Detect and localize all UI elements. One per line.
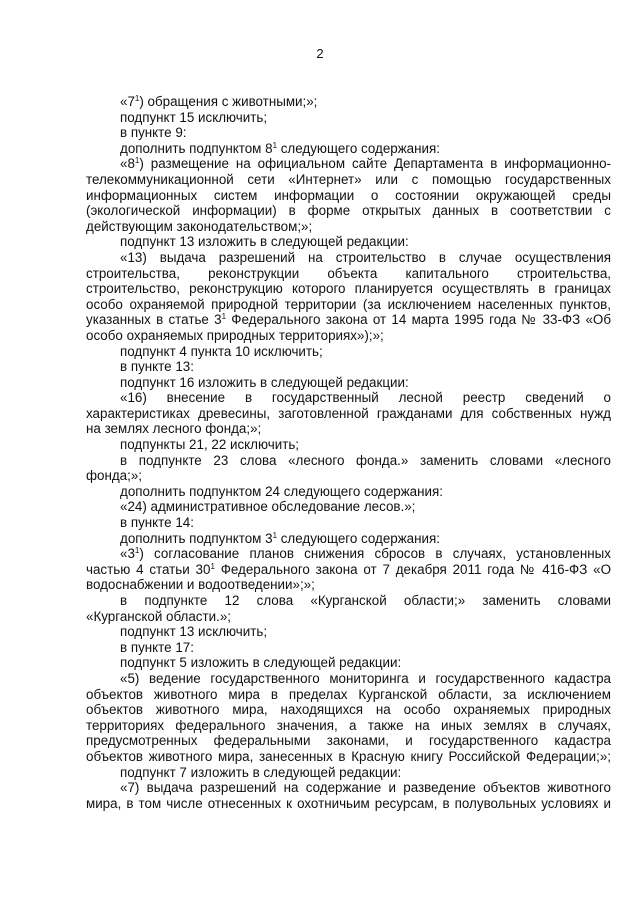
line-text: «16) внесение в государственный лесной реестр сведений о [120, 390, 611, 406]
line-text: в пункте 17: [120, 639, 194, 655]
line-text: дополнить подпунктом 24 следующего содержания: [120, 483, 443, 499]
line-text: «13) выдача разрешений на строительство в случае осуществления [120, 249, 611, 265]
line-text: подпункт 5 изложить в следующей редакции: [120, 655, 402, 671]
text-line [86, 453, 611, 469]
text-line [86, 219, 611, 235]
line-text: указанных в статье 3 [86, 312, 222, 328]
line-text: подпункты 21, 22 исключить; [120, 437, 300, 453]
text-line [86, 110, 611, 126]
line-text: ) размещение на официальном сайте Департамента в информационно- [139, 156, 611, 172]
line-text: особо охраняемой природной территории (за исключением населенных пунктов, [86, 296, 611, 312]
text-line [86, 593, 611, 609]
text-line [86, 624, 611, 640]
line-text: следующего содержания: [277, 140, 440, 156]
text-line [86, 609, 611, 625]
line-text: в пункте 13: [120, 359, 194, 375]
line-text: дополнить подпунктом 8 [120, 140, 273, 156]
line-text: объектов животного мира в пределах Курганской области, за исключением [86, 686, 611, 702]
line-text: объектов животного мира, находящихся на особо охраняемых природных [86, 702, 611, 718]
superscript: 1 [134, 156, 140, 166]
line-text: «3 [120, 546, 135, 562]
text-line [86, 94, 611, 110]
text-line [86, 515, 611, 531]
line-text: информационных систем информации о состоянии окружающей среды [86, 187, 611, 203]
line-text: подпункт 16 изложить в следующей редакции: [120, 374, 409, 390]
line-text: фонда;»; [86, 468, 143, 484]
text-line [86, 796, 611, 812]
line-text: подпункт 7 изложить в следующей редакции: [120, 764, 402, 780]
line-text: «5) ведение государственного мониторинга и государственного кадастра [120, 670, 611, 686]
text-line [86, 312, 611, 328]
line-text: в подпункте 12 слова «Курганской области;» заменить словами [120, 593, 611, 608]
line-text: (экологической информации) в форме открытых данных в соответствии с [86, 203, 611, 219]
line-text: «8 [120, 156, 135, 172]
text-line [86, 156, 611, 172]
text-line [86, 702, 611, 718]
line-text: дополнить подпунктом 3 [120, 530, 273, 546]
text-line [86, 328, 611, 344]
text-line [86, 188, 611, 204]
text-line [86, 733, 611, 749]
line-text: строительства, реконструкции объекта капитального строительства, [86, 265, 611, 281]
text-line [86, 266, 611, 282]
line-text: в подпункте 23 слова «лесного фонда.» заменить словами «лесного [120, 452, 611, 468]
text-line [86, 281, 611, 297]
superscript: 1 [221, 312, 227, 322]
text-line [86, 780, 611, 796]
superscript: 1 [272, 530, 278, 540]
text-line [86, 531, 611, 547]
page-number: 2 [316, 46, 324, 61]
text-line [86, 406, 611, 422]
text-line [86, 390, 611, 406]
line-text: мира, в том числе отнесенных к охотничьим ресурсам, в полувольных условиях и [86, 795, 611, 811]
line-text: Федерального закона от 14 марта 1995 года № 33-ФЗ «Об [226, 312, 611, 328]
text-line [86, 437, 611, 453]
superscript: 1 [210, 561, 215, 571]
line-text: ) обращения с животными;»; [139, 94, 318, 109]
text-line [86, 234, 611, 250]
line-text: объектов животного мира, занесенных в Красную книгу Российской Федерации;»; [86, 748, 611, 764]
line-text: «7 [120, 94, 135, 109]
document-body [86, 94, 611, 811]
line-text: «24) административное обследование лесов.»; [120, 499, 416, 515]
superscript: 1 [134, 546, 140, 556]
text-line [86, 125, 611, 141]
text-line [86, 172, 611, 188]
line-text: водоснабжении и водоотведении»;»; [86, 577, 315, 593]
superscript: 1 [272, 140, 278, 150]
text-line [86, 687, 611, 703]
line-text: характеристиках древесины, заготовленной гражданами для собственных нужд [86, 405, 611, 421]
text-line [86, 655, 611, 671]
line-text: следующего содержания: [277, 530, 440, 546]
line-text: на землях лесного фонда;»; [86, 421, 262, 437]
text-line [86, 765, 611, 781]
text-line [86, 749, 611, 765]
text-line [86, 344, 611, 360]
line-text: в пункте 9: [120, 125, 187, 141]
line-text: предусмотренных федеральными законами, и государственного кадастра [86, 733, 611, 749]
text-line [86, 203, 611, 219]
text-line [86, 250, 611, 266]
line-text: подпункт 13 исключить; [120, 624, 268, 640]
text-line [86, 375, 611, 391]
text-line [86, 484, 611, 500]
text-line [86, 562, 611, 578]
line-text: «Курганской области.»; [86, 608, 231, 624]
line-text: подпункт 13 изложить в следующей редакции: [120, 234, 409, 250]
text-line [86, 359, 611, 375]
line-text: телекоммуникационной сети «Интернет» или с помощью государственных [86, 171, 611, 187]
line-text: частью 4 статьи 30 [86, 561, 211, 577]
line-text: территориях федерального значения, а также на иных землях в случаях, [86, 717, 611, 733]
line-text: строительство, реконструкцию которого планируется осуществлять в границах [86, 281, 611, 297]
line-text: Федерального закона от 7 декабря 2011 года № 416-ФЗ «О [214, 561, 611, 577]
text-line [86, 421, 611, 437]
text-line [86, 546, 611, 562]
line-text: ) согласование планов снижения сбросов в случаях, установленных [139, 546, 611, 562]
text-line [86, 297, 611, 313]
text-line [86, 468, 611, 484]
line-text: «7) выдача разрешений на содержание и разведение объектов животного [120, 780, 611, 796]
text-line [86, 577, 611, 593]
text-line [86, 718, 611, 734]
text-line [86, 640, 611, 656]
line-text: в пункте 14: [120, 515, 194, 531]
line-text: действующим законодательством;»; [86, 218, 313, 234]
text-line [86, 671, 611, 687]
text-line [86, 141, 611, 157]
line-text: особо охраняемых природных территориях»);»; [86, 327, 384, 343]
superscript: 1 [134, 94, 140, 103]
line-text: подпункт 15 исключить; [120, 109, 268, 125]
line-text: подпункт 4 пункта 10 исключить; [120, 343, 323, 359]
text-line [86, 499, 611, 515]
